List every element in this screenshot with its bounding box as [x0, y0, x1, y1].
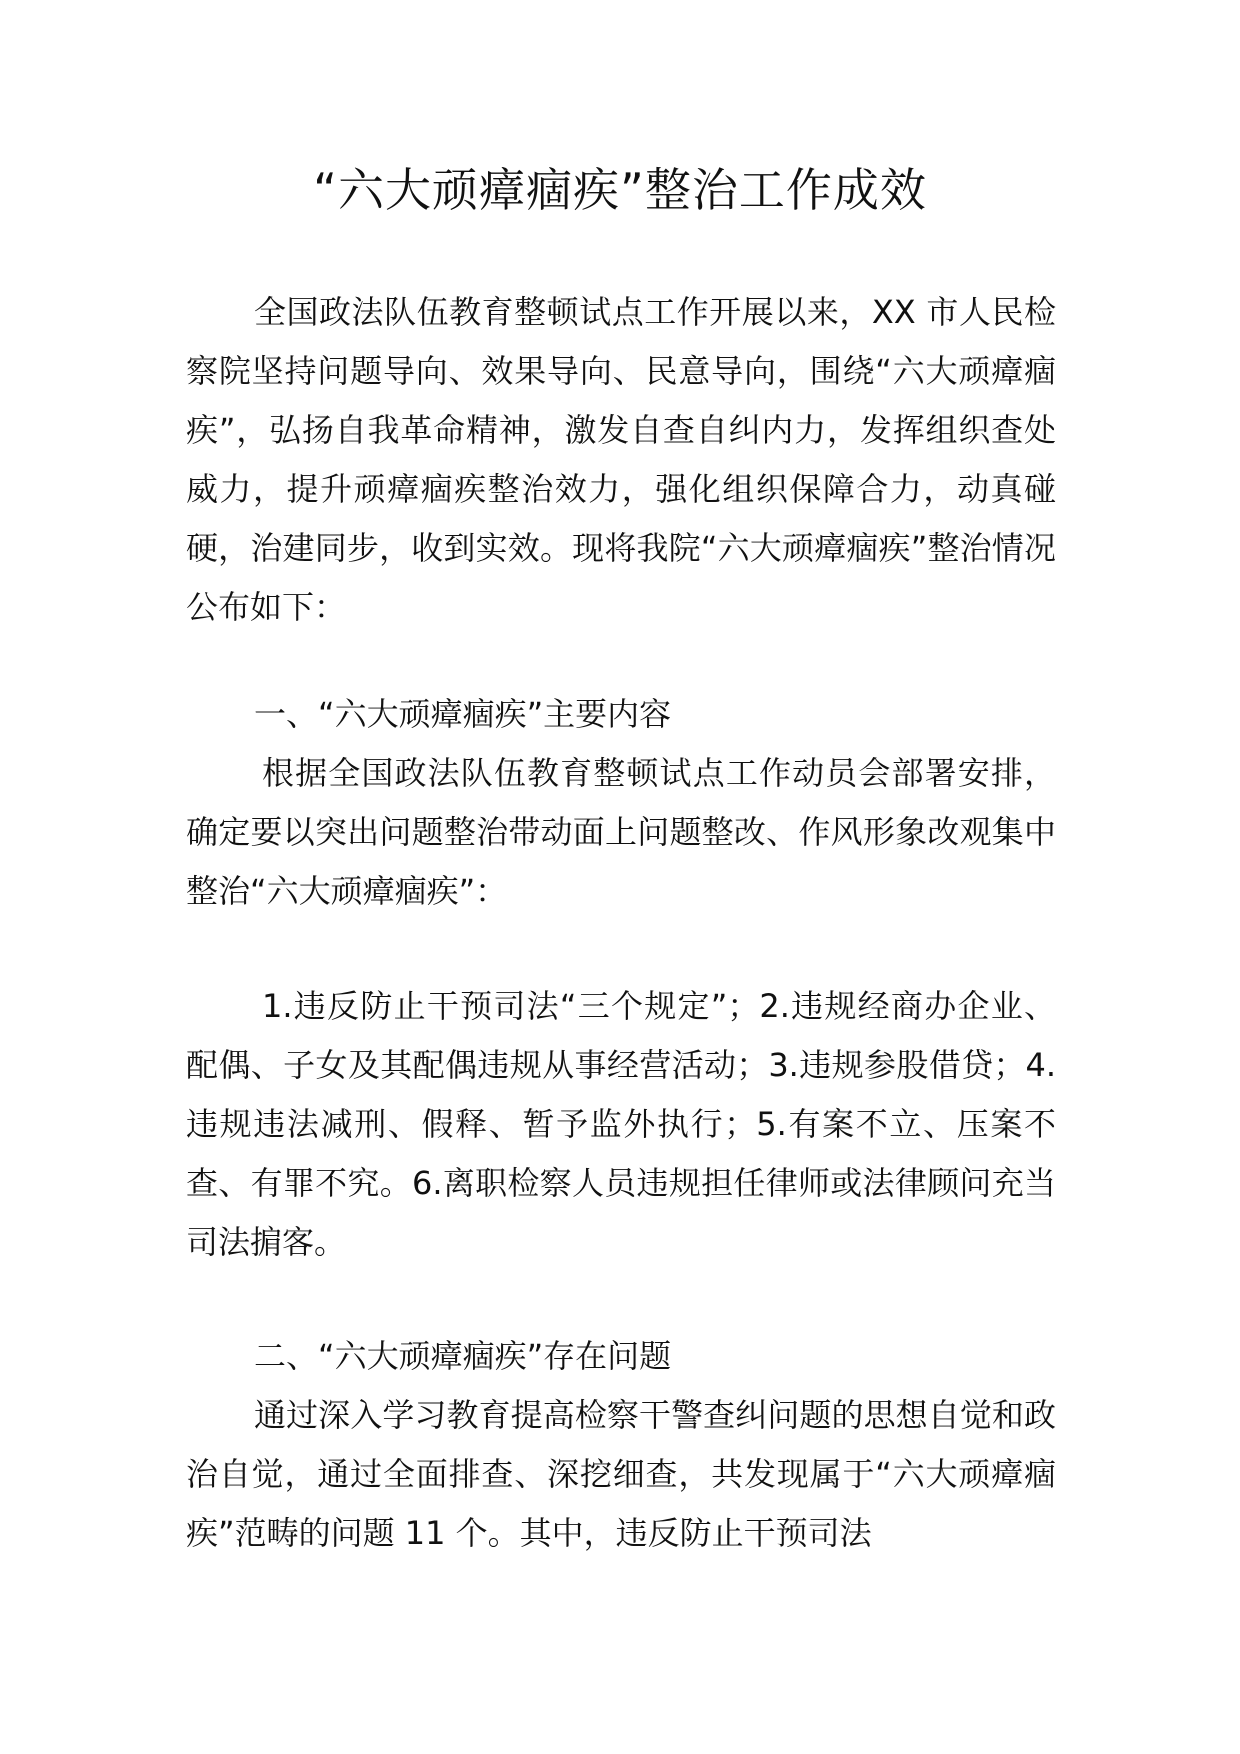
- document-title: “六大顽瘴痼疾”整治工作成效: [313, 163, 927, 217]
- section-one-items-paragraph: 1.违反防止干预司法“三个规定”；2.违规经商办企业、配偶、子女及其配偶违规从事经营活动；3.违规参股借贷；4.违规违法减刑、假释、暂予监外执行；5.有案不立、压案不查、有罪不究。6.离职检察人员违规担任律师或法律顾问充当司法掮客。: [186, 987, 1056, 1261]
- intro-paragraph: 全国政法队伍教育整顿试点工作开展以来，XX 市人民检察院坚持问题导向、效果导向、民意导向，围绕“六大顽瘴痼疾”，弘扬自我革命精神，激发自查自纠内力，发挥组织查处威力，提升顽瘴痼疾整治效力，强化组织保障合力，动真碰硬，治建同步，收到实效。现将我院“六大顽瘴痼疾”整治情况公布如下：: [186, 293, 1056, 626]
- section-two-heading: 二、“六大顽瘴痼疾”存在问题: [254, 1337, 672, 1375]
- section-two-found-paragraph: 通过深入学习教育提高检察干警查纠问题的思想自觉和政治自觉，通过全面排查、深挖细查，共发现属于“六大顽瘴痼疾”范畴的问题 11 个。其中，违反防止干预司法: [186, 1396, 1056, 1552]
- section-one-heading: 一、“六大顽瘴痼疾”主要内容: [254, 695, 672, 733]
- section-one-deploy-paragraph: 根据全国政法队伍教育整顿试点工作动员会部署安排，确定要以突出问题整治带动面上问题整改、作风形象改观集中整治“六大顽瘴痼疾”：: [186, 754, 1056, 910]
